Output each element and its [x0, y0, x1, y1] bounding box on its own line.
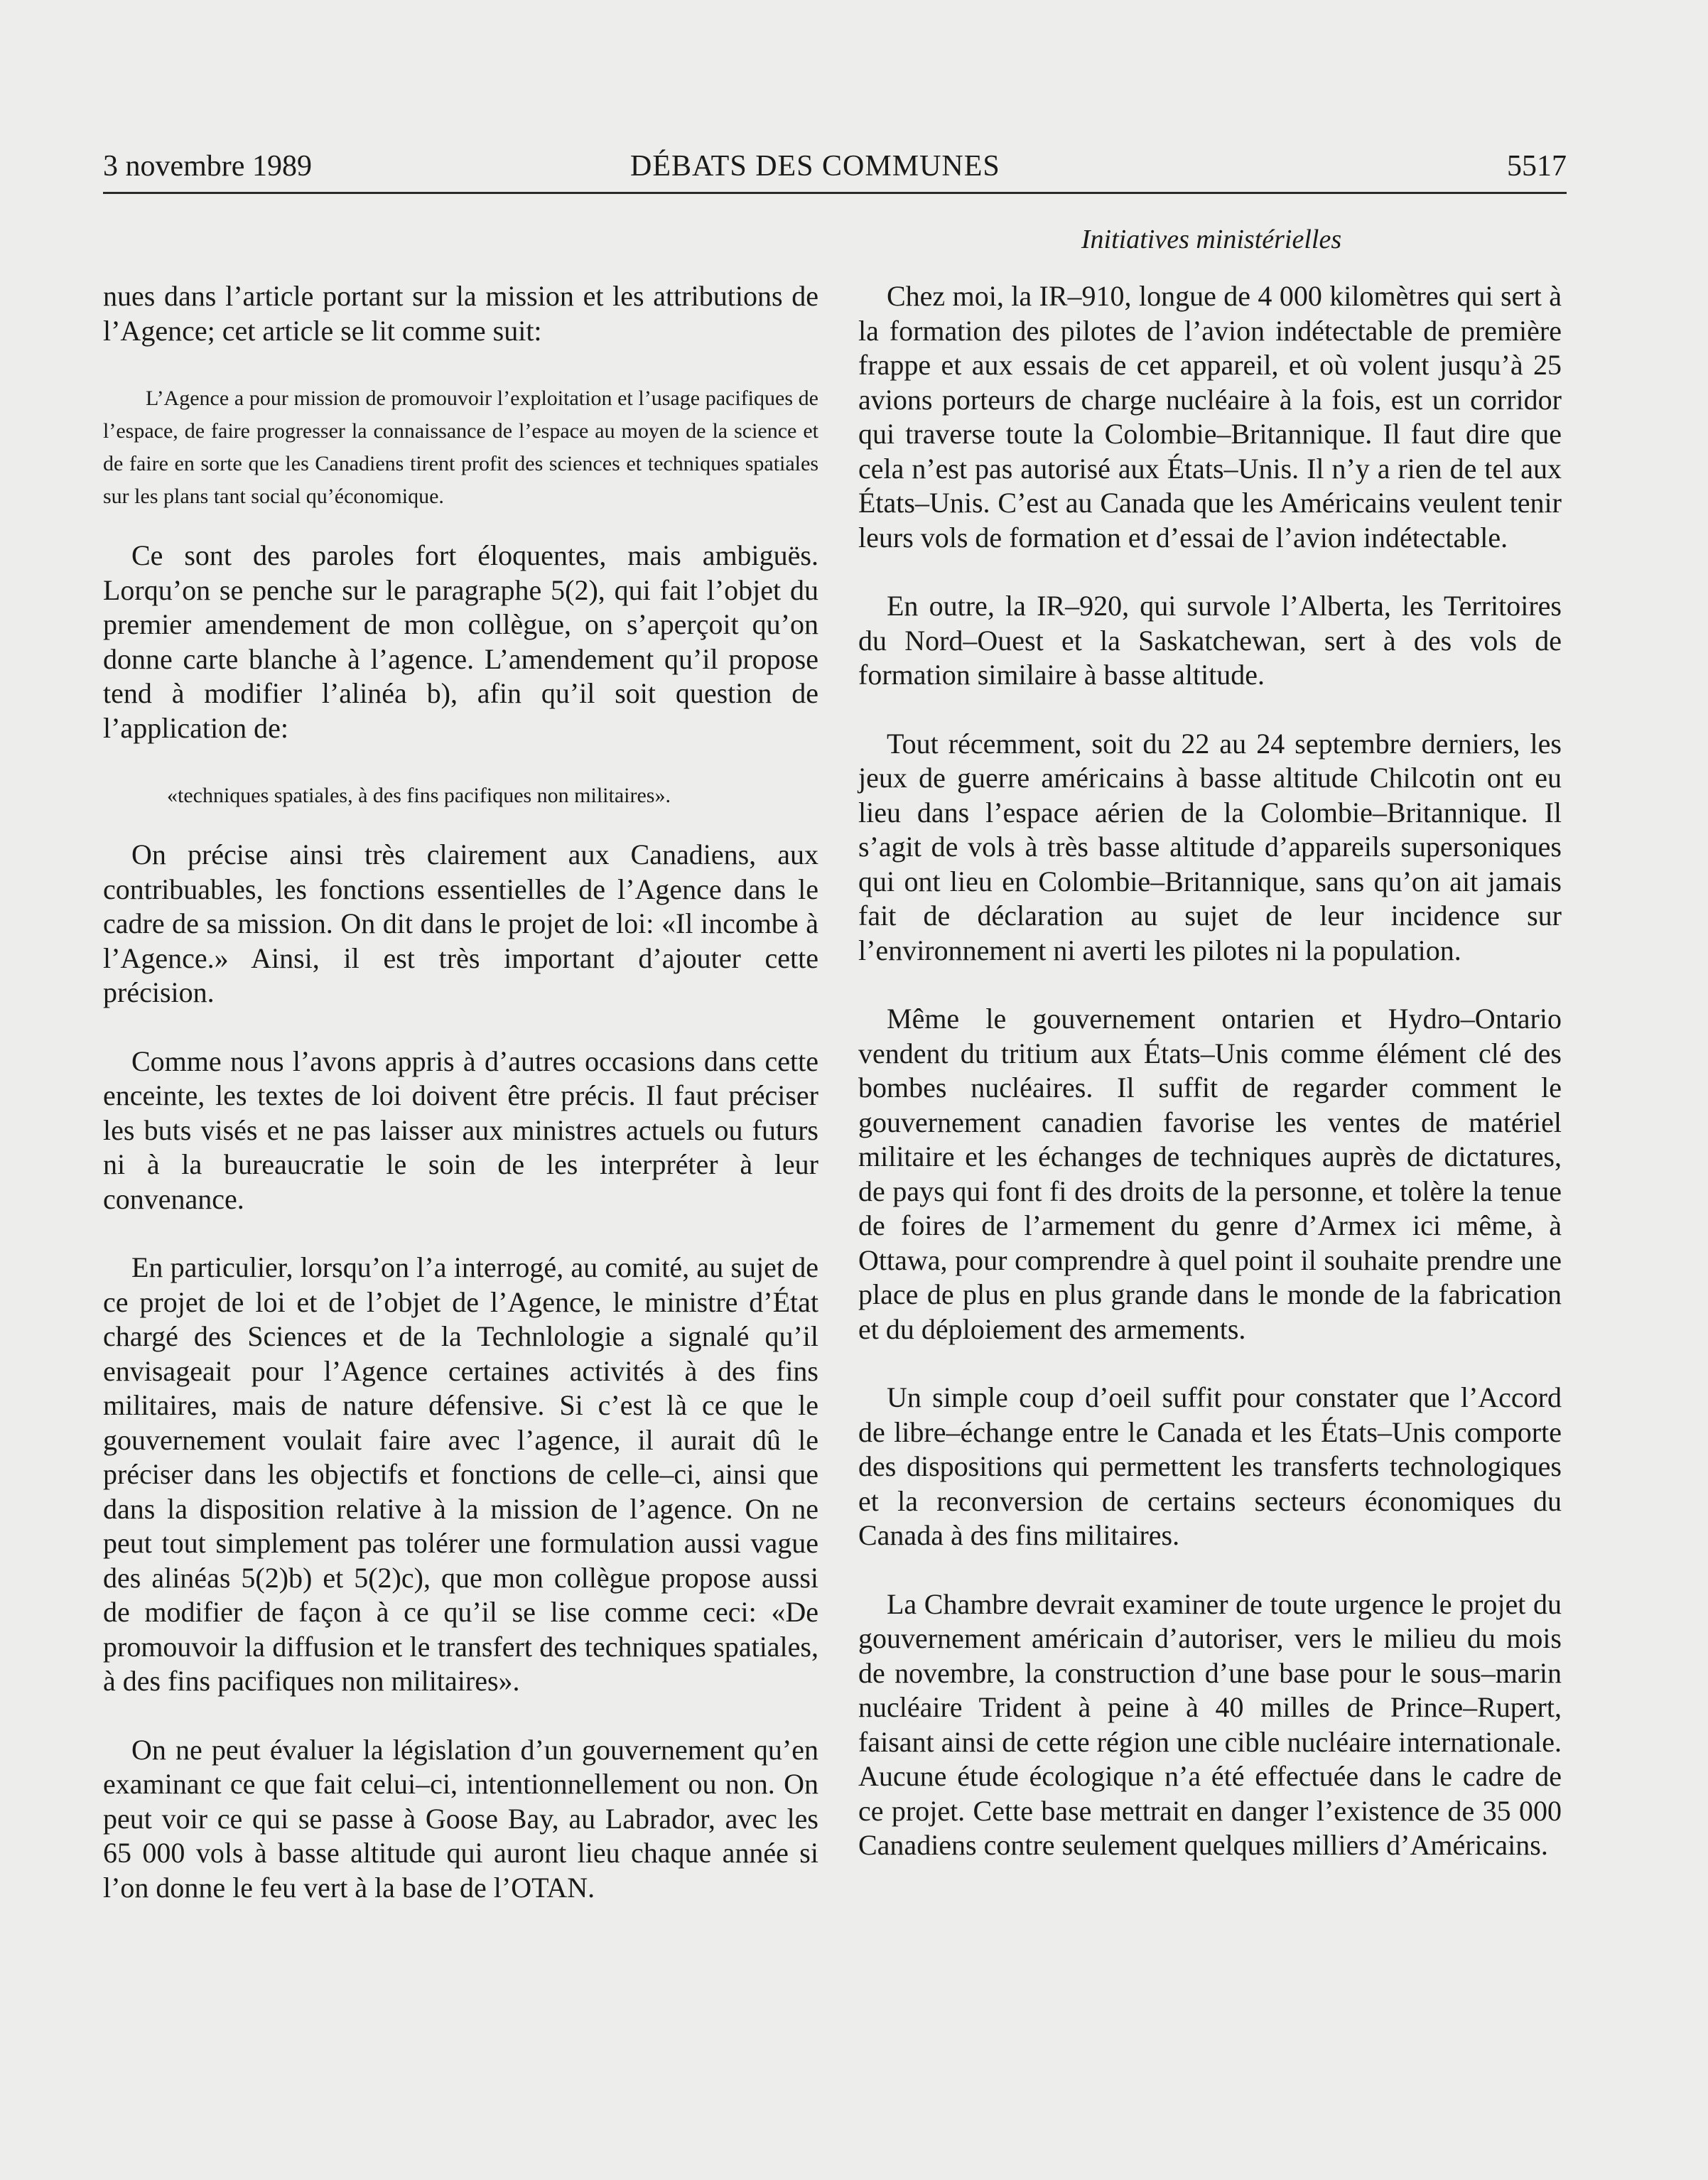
- paragraph: En particulier, lorsqu’on l’a interrogé, au comité, au sujet de ce projet de loi et de l’objet de l’Agence, le ministre d’État chargé des Sciences et de la Technlologie a signalé qu’il envisageait pour l’Agence certaines activités à des fins militaires, mais de nature défensive. Si c’est là ce que le gouvernement voulait faire avec l’agence, il aurait dû le préciser dans les objectifs et fonctions de celle–ci, ainsi que dans la disposition relative à la mission de l’agence. On ne peut tout simplement pas tolérer une formulation aussi vague des alinéas 5(2)b) et 5(2)c), que mon collègue propose aussi de modifier de façon à ce qu’il se lise comme ceci: «De promouvoir la diffusion et le transfert des techniques spatiales, à des fins pacifiques non militaires».: [103, 1251, 818, 1697]
- paragraph: Chez moi, la IR–910, longue de 4 000 kilomètres qui sert à la formation des pilotes de l’avion indétectable de première frappe et aux essais de cet appareil, et où volent jusqu’à 25 avions porteurs de charge nucléaire à la fois, est un corridor qui traverse toute la Colombie–Britannique. Il faut dire que cela n’est pas autorisé aux États–Unis. Il n’y a rien de tel aux États–Unis. C’est au Canada que les Américains veulent tenir leurs vols de formation et d’essai de l’avion indétectable.: [858, 280, 1562, 554]
- paragraph: On ne peut évaluer la législation d’un gouvernement qu’en examinant ce que fait celui–ci, intentionnellement ou non. On peut voir ce qui se passe à Goose Bay, au Labrador, avec les 65 000 vols à basse altitude qui auront lieu chaque année si l’on donne le feu vert à la base de l’OTAN.: [103, 1733, 818, 1904]
- page-number: 5517: [1507, 150, 1567, 183]
- paragraph: Ce sont des paroles fort éloquentes, mais ambiguës. Lorqu’on se penche sur le paragraphe 5(2), qui fait l’objet du premier amendement de mon collègue, on s’aperçoit qu’on donne carte blanche à l’agence. L’amendement qu’il propose tend à modifier l’alinéa b), afin qu’il soit question de l’application de:: [103, 539, 818, 744]
- paragraph: Comme nous l’avons appris à d’autres occasions dans cette enceinte, les textes de loi doivent être précis. Il faut préciser les buts visés et ne pas laisser aux ministres actuels ou futurs ni à la bureaucratie le soin de les interpréter à leur convenance.: [103, 1045, 818, 1215]
- right-column: [858, 279, 1562, 1897]
- section-label: Initiatives ministérielles: [1081, 225, 1342, 254]
- paragraph: Tout récemment, soit du 22 au 24 septembre derniers, les jeux de guerre américains à basse altitude Chilcotin ont eu lieu dans l’espace aérien de la Colombie–Britannique. Il s’agit de vols à très basse altitude d’appareils supersoniques qui ont lieu en Colombie–Britannique, sans qu’on ait jamais fait de déclaration au sujet de leur incidence sur l’environnement ni averti les pilotes ni la population.: [858, 727, 1562, 966]
- left-column: [103, 279, 818, 1939]
- paragraph: Un simple coup d’oeil suffit pour constater que l’Accord de libre–échange entre le Canada et les États–Unis comporte des dispositions qui permettent les transferts technologiques et la reconversion de certains secteurs économiques du Canada à des fins militaires.: [858, 1381, 1562, 1551]
- paragraph: On précise ainsi très clairement aux Canadiens, aux contribuables, les fonctions essentielles de l’Agence dans le cadre de sa mission. On dit dans le projet de loi: «Il incombe à l’Agence.» Ainsi, il est très important d’ajouter cette précision.: [103, 838, 818, 1008]
- paragraph: Même le gouvernement ontarien et Hydro–Ontario vendent du tritium aux États–Unis comme élément clé des bombes nucléaires. Il suffit de regarder comment le gouvernement canadien favorise les ventes de matériel militaire et les échanges de techniques auprès de dictatures, de pays qui font fi des droits de la personne, et tolère la tenue de foires de l’armement du genre d’Armex ici même, à Ottawa, pour comprendre à quel point il souhaite prendre une place de plus en plus grande dans le monde de la fabrication et du déploiement des armements.: [858, 1003, 1562, 1345]
- block-quote: L’Agence a pour mission de promouvoir l’exploitation et l’usage pacifiques de l’espace, de faire progresser la connaissance de l’espace au moyen de la science et de faire en sorte que les Canadiens tirent profit des sciences et techniques spatiales sur les plans tant social qu’économique.: [103, 387, 818, 508]
- header-date: 3 novembre 1989: [103, 150, 312, 183]
- block-quote: «techniques spatiales, à des fins pacifiques non militaires».: [167, 784, 671, 807]
- paragraph: En outre, la IR–920, qui survole l’Alberta, les Territoires du Nord–Ouest et la Saskatchewan, sert à des vols de formation similaire à basse altitude.: [858, 590, 1562, 691]
- header-title: DÉBATS DES COMMUNES: [630, 150, 1000, 183]
- paragraph: La Chambre devrait examiner de toute urgence le projet du gouvernement américain d’autoriser, vers le milieu du mois de novembre, la construction d’une base pour le sous–marin nucléaire Trident à peine à 40 milles de Prince–Rupert, faisant ainsi de cette région une cible nucléaire internationale. Aucune étude écologique n’a été effectuée dans le cadre de ce projet. Cette base mettrait en danger l’existence de 35 000 Canadiens contre seulement quelques milliers d’Américains.: [858, 1587, 1562, 1861]
- page-header: [103, 149, 1567, 194]
- paragraph: nues dans l’article portant sur la mission et les attributions de l’Agence; cet article se lit comme suit:: [103, 280, 818, 347]
